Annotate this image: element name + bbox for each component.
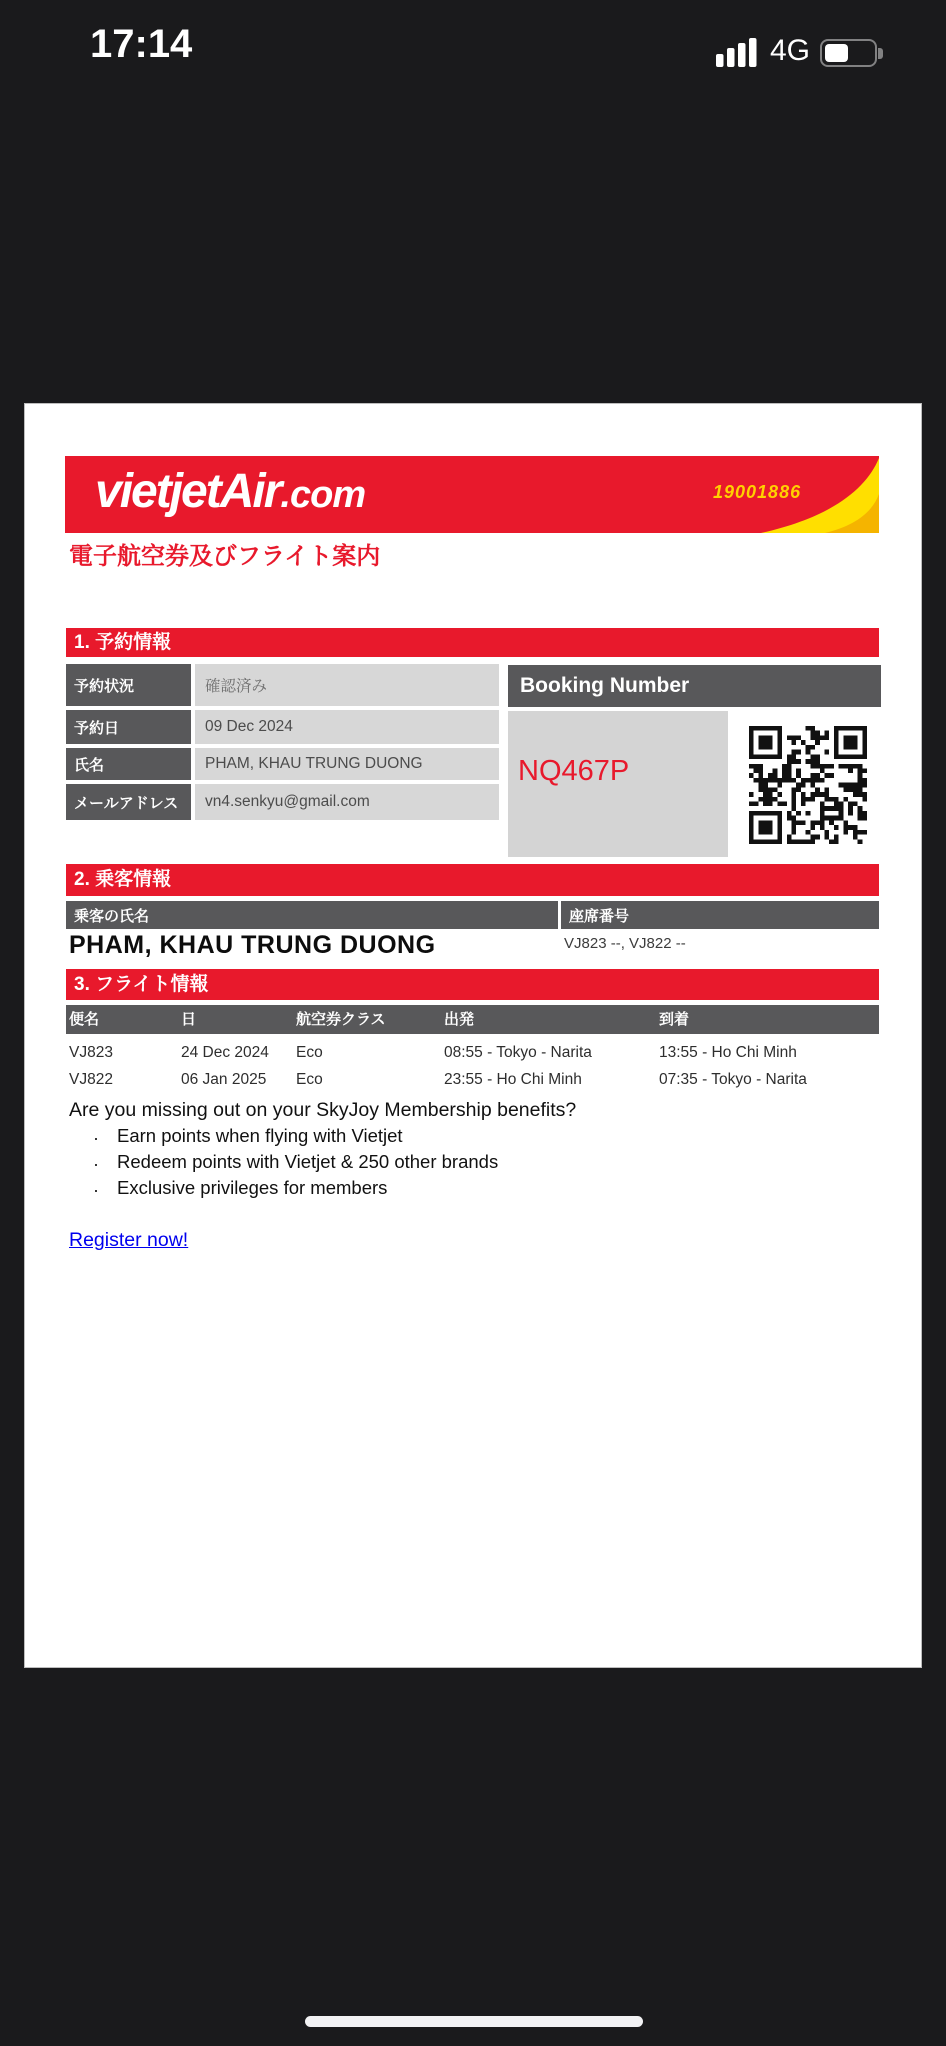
seat-numbers: VJ823 --, VJ822 -- — [564, 935, 686, 952]
home-indicator[interactable] — [305, 2016, 643, 2027]
flight-arrival: 13:55 - Ho Chi Minh — [659, 1044, 797, 1061]
departure-column-header: 出発 — [444, 1011, 475, 1028]
flight-date: 24 Dec 2024 — [181, 1044, 269, 1061]
flight-no: VJ823 — [69, 1044, 113, 1061]
battery-nub — [878, 48, 883, 59]
table-row — [66, 664, 499, 706]
list-item: Exclusive privileges for members — [117, 1177, 388, 1198]
arrival-column-header: 到着 — [659, 1011, 690, 1028]
logo-air-text: Air — [219, 465, 281, 518]
status-time: 17:14 — [90, 22, 193, 66]
flight-no: VJ822 — [69, 1071, 113, 1088]
booking-status-value: 確認済み — [195, 664, 499, 706]
booking-number-value: NQ467P — [518, 755, 630, 787]
vietjet-logo — [95, 464, 365, 519]
register-now-link[interactable]: Register now! — [69, 1229, 189, 1251]
table-row — [66, 748, 499, 780]
eticket-document[interactable] — [24, 403, 922, 1668]
table-row — [66, 1040, 879, 1066]
bullet-icon: · — [93, 1154, 99, 1174]
qr-code-icon — [749, 726, 867, 844]
hotline-number: 19001886 — [713, 482, 802, 502]
booking-number-box — [508, 711, 728, 857]
list-item: Redeem points with Vietjet & 250 other brands — [117, 1151, 499, 1172]
flight-table-header — [66, 1005, 879, 1034]
passenger-name-column-header: 乗客の氏名 — [66, 901, 558, 929]
passenger-name: PHAM, KHAU TRUNG DUONG — [69, 931, 436, 959]
email-label: メールアドレス — [66, 784, 191, 820]
logo-com-text: .com — [280, 474, 366, 516]
date-column-header: 日 — [181, 1011, 197, 1028]
section-title-passenger: 2. 乗客情報 — [66, 864, 879, 896]
flight-departure: 23:55 - Ho Chi Minh — [444, 1071, 582, 1088]
vietjet-banner — [65, 456, 879, 533]
booking-date-value: 09 Dec 2024 — [195, 710, 499, 744]
table-row — [66, 710, 499, 744]
flight-departure: 08:55 - Tokyo - Narita — [444, 1044, 592, 1061]
booking-number-header: Booking Number — [508, 665, 881, 707]
name-label: 氏名 — [66, 748, 191, 780]
logo-vietjet-text: vietjet — [95, 465, 220, 518]
booking-date-label: 予約日 — [66, 710, 191, 744]
class-column-header: 航空券クラス — [296, 1011, 386, 1028]
skyjoy-question: Are you missing out on your SkyJoy Membership benefits? — [69, 1099, 577, 1121]
name-value: PHAM, KHAU TRUNG DUONG — [195, 748, 499, 780]
battery-fill — [825, 44, 848, 62]
flight-no-column-header: 便名 — [69, 1011, 100, 1028]
bullet-icon: · — [93, 1128, 99, 1148]
section-title-booking: 1. 予約情報 — [66, 628, 879, 657]
network-type-label: 4G — [770, 34, 811, 67]
flight-class: Eco — [296, 1071, 323, 1088]
booking-status-label: 予約状況 — [66, 664, 191, 706]
table-row — [66, 784, 499, 820]
list-item: Earn points when flying with Vietjet — [117, 1125, 403, 1146]
flight-date: 06 Jan 2025 — [181, 1071, 267, 1088]
document-subtitle: 電子航空券及びフライト案内 — [69, 543, 381, 570]
seat-number-column-header: 座席番号 — [561, 901, 879, 929]
flight-class: Eco — [296, 1044, 323, 1061]
section-title-flight: 3. フライト情報 — [66, 969, 879, 1000]
table-row — [66, 1067, 879, 1093]
flight-arrival: 07:35 - Tokyo - Narita — [659, 1071, 807, 1088]
cellular-signal-icon — [716, 38, 758, 72]
battery-icon — [820, 39, 877, 67]
bullet-icon: · — [93, 1180, 99, 1200]
email-value: vn4.senkyu@gmail.com — [195, 784, 499, 820]
